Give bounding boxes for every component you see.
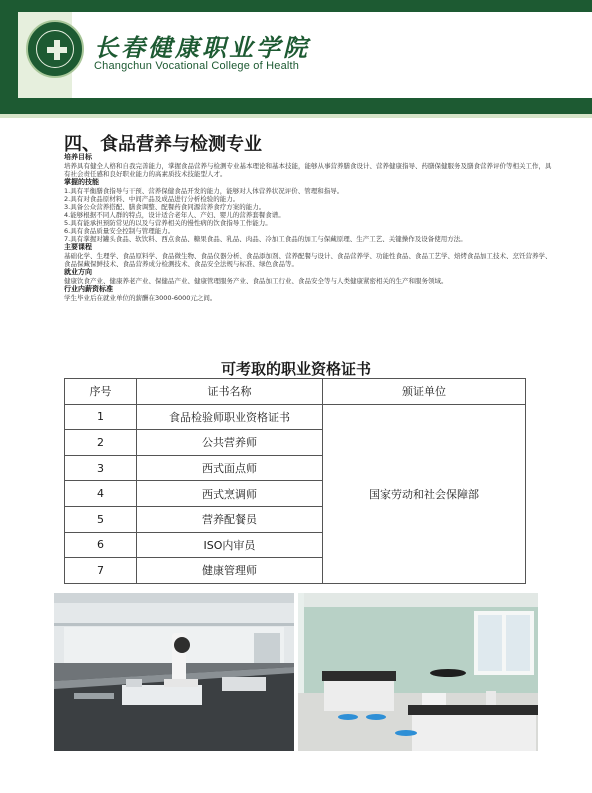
- row-number: 2: [65, 430, 137, 456]
- goal-heading: 培养目标: [64, 153, 92, 161]
- salary-heading: 行业内薪资标准: [64, 285, 113, 293]
- certificate-name: 食品检验师职业资格证书: [137, 404, 323, 430]
- certificate-name: 公共营养师: [137, 430, 323, 456]
- certificates-title: 可考取的职业资格证书: [220, 360, 371, 378]
- table-row: [65, 404, 526, 430]
- skill-item: 1.具有平衡膳食指导与干预、营养保健食品开发的能力，能够对人体营养状况评价、管理和指导。: [64, 187, 344, 195]
- certificate-name: ISO内审员: [137, 532, 323, 558]
- row-number: 7: [65, 558, 137, 584]
- header-left-strip: [0, 12, 18, 98]
- career-heading: 就业方向: [64, 268, 92, 276]
- skill-item: 4.能够根据不同人群的特点，设计适合老年人、产妇、婴儿的营养套餐食谱。: [64, 211, 285, 219]
- certificate-name: 营养配餐员: [137, 506, 323, 532]
- certificate-name: 西式面点师: [137, 455, 323, 481]
- page-header: [0, 0, 592, 120]
- career-text: 健康饮食产业、健康养老产业、保健品产业、健康管理服务产业、食品加工行业、食品安全等与人类健康紧密相关的生产和服务领域。: [64, 277, 448, 285]
- skill-item: 3.具备公众营养搭配、膳食调整、配餐药食同源营养食疗方案的能力。: [64, 203, 266, 211]
- lab-microscope-photo: [54, 593, 294, 751]
- row-number: 3: [65, 455, 137, 481]
- row-number: 6: [65, 532, 137, 558]
- header-band-bottom: [0, 98, 592, 114]
- skill-item: 6.具有食品质量安全控制与管理能力。: [64, 227, 175, 235]
- courses-text: 基础化学、生理学、食品原料学、食品微生物、食品仪器分析、食品添加剂、营养配餐与设计、食品营养学、功能性食品、食品工艺学、焙烤食品加工技术、烹饪营养学、食品保藏保鲜技术、食品营养成分检测技术、食品安全法规与标准、绿色食品等。: [64, 252, 552, 268]
- major-description: [64, 153, 554, 302]
- header-band-top: [0, 0, 592, 12]
- skill-item: 2.具有对食品原材料、中间产品及成品进行分析检验的能力。: [64, 195, 240, 203]
- courses-heading: 主要课程: [64, 243, 92, 251]
- skills-heading: 掌握的技能: [64, 178, 99, 186]
- salary-text: 学生毕业后在就业单位的薪酬在3000-6000元之间。: [64, 294, 217, 302]
- skill-item: 5.具有能承担预防常见的以及与营养相关的慢性病的饮食指导工作能力。: [64, 219, 272, 227]
- certificate-name: 西式烹调师: [137, 481, 323, 507]
- column-header-no: 序号: [65, 379, 137, 405]
- header-band-bottom-light: [0, 114, 592, 118]
- row-number: 5: [65, 506, 137, 532]
- lab-room-photo: [298, 593, 538, 751]
- table-header-row: [65, 379, 526, 405]
- column-header-issuer: 颁证单位: [323, 379, 526, 405]
- skill-item: 7.具有掌握对罐头食品、软饮料、西点食品、糖果食品、乳品、肉品、冷加工食品的加工与保藏原理、生产工艺、关键操作及设备使用方法。: [64, 235, 467, 243]
- column-header-name: 证书名称: [137, 379, 323, 405]
- school-name-en: Changchun Vocational College of Health: [94, 60, 300, 72]
- row-number: 1: [65, 404, 137, 430]
- school-name-cn: 长春健康职业学院: [94, 33, 310, 62]
- section-title: 四、食品营养与检测专业: [64, 134, 262, 155]
- issuer-cell: 国家劳动和社会保障部: [323, 404, 526, 583]
- certificates-table: [64, 378, 526, 584]
- college-seal-icon: [26, 20, 84, 78]
- goal-text: 培养具有健全人格和自我完善能力，掌握食品营养与检测专业基本理论和基本技能，能够从事营养膳食设计、营养健康指导、药膳保健服务及膳食营养评价等相关工作，具有社会责任感和良好职业能力的高素质技术技能型人才。: [64, 162, 552, 178]
- row-number: 4: [65, 481, 137, 507]
- certificate-name: 健康管理师: [137, 558, 323, 584]
